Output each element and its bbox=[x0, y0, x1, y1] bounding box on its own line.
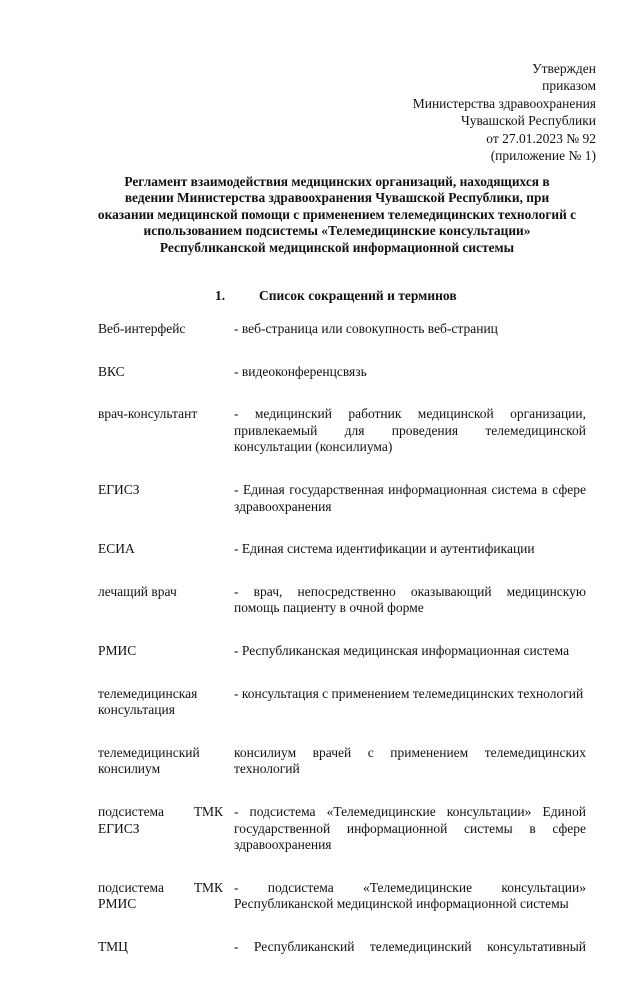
term-row bbox=[98, 364, 586, 381]
term-definition: - Единая государственная информационная система в сфере здравоохранения bbox=[234, 481, 586, 514]
approval-line: приказом bbox=[542, 78, 596, 94]
section-heading bbox=[215, 287, 457, 304]
title-line: ведении Министерства здравоохранения Чувашской Республики, при bbox=[124, 190, 550, 206]
term-row bbox=[98, 643, 586, 660]
approval-line: Министерства здравоохранения bbox=[412, 95, 596, 111]
term-row bbox=[98, 880, 586, 913]
title-line: Регламент взаимодействия медицинских организаций, находящихся в bbox=[124, 174, 550, 189]
approval-line: Чувашской Республики bbox=[460, 113, 596, 129]
term-name: ЕСИА bbox=[98, 541, 135, 557]
term-name: врач-консультант bbox=[98, 406, 198, 422]
term-definition: - подсистема «Телемедицинские консультации» Республиканской медицинской информационной системы bbox=[234, 879, 586, 912]
term-name: телемедицинский консилиум bbox=[98, 744, 200, 777]
term-row bbox=[98, 804, 586, 854]
term-name: ЕГИСЗ bbox=[98, 481, 140, 497]
term-row bbox=[98, 541, 586, 558]
term-definition: - Единая система идентификации и аутентификации bbox=[234, 541, 535, 557]
term-name: ТМЦ bbox=[98, 938, 128, 954]
term-definition: - врач, непосредственно оказывающий медицинскую помощь пациенту в очной форме bbox=[234, 583, 586, 616]
section-number: 1. bbox=[215, 288, 226, 303]
term-row bbox=[98, 482, 586, 515]
term-row bbox=[98, 406, 586, 456]
term-row bbox=[98, 745, 586, 778]
term-row bbox=[98, 584, 586, 617]
term-definition: - Республиканская медицинская информационная система bbox=[234, 642, 570, 658]
term-definition: - веб-страница или совокупность веб-страниц bbox=[234, 321, 498, 336]
term-definition: - подсистема «Телемедицинские консультации» Единой государственной информационной системы в сфере здравоохранения bbox=[234, 803, 586, 853]
term-name: Веб-интерфейс bbox=[98, 321, 186, 336]
term-definition: - видеоконференцсвязь bbox=[234, 363, 367, 379]
approval-stamp bbox=[413, 60, 596, 164]
section-title: Список сокращений и терминов bbox=[259, 288, 457, 303]
term-name: РМИС bbox=[98, 642, 137, 658]
title-line: Республиканской медицинской информационной системы bbox=[159, 239, 515, 255]
approval-line: (приложение № 1) bbox=[490, 148, 596, 164]
term-row bbox=[98, 939, 586, 956]
term-name: подсистема ТМК ЕГИСЗ bbox=[98, 803, 223, 836]
term-definition: консилиум врачей с применением телемедицинских технологий bbox=[234, 744, 586, 777]
title-line: использованием подсистемы «Телемедицинские консультации» bbox=[143, 223, 531, 239]
term-row bbox=[98, 686, 586, 719]
term-name: ВКС bbox=[98, 363, 125, 379]
term-definition: - консультация с применением телемедицинских технологий bbox=[234, 685, 584, 701]
term-row bbox=[98, 321, 586, 338]
term-name: телемедицинская консультация bbox=[98, 685, 198, 718]
title-line: оказании медицинской помощи с применением телемедицинских технологий с bbox=[97, 206, 577, 222]
approval-line: от 27.01.2023 № 92 bbox=[486, 130, 596, 146]
approval-line: Утвержден bbox=[532, 61, 596, 76]
term-name: подсистема ТМК РМИС bbox=[98, 879, 223, 912]
document-title bbox=[72, 174, 602, 256]
term-definition: - медицинский работник медицинской организации, привлекаемый для проведения телемедицинской консультации (консилиума) bbox=[234, 406, 586, 455]
term-name: лечащий врач bbox=[98, 583, 177, 599]
terms-list bbox=[98, 321, 586, 981]
term-definition: - Республиканский телемедицинский консультативный bbox=[234, 938, 586, 954]
